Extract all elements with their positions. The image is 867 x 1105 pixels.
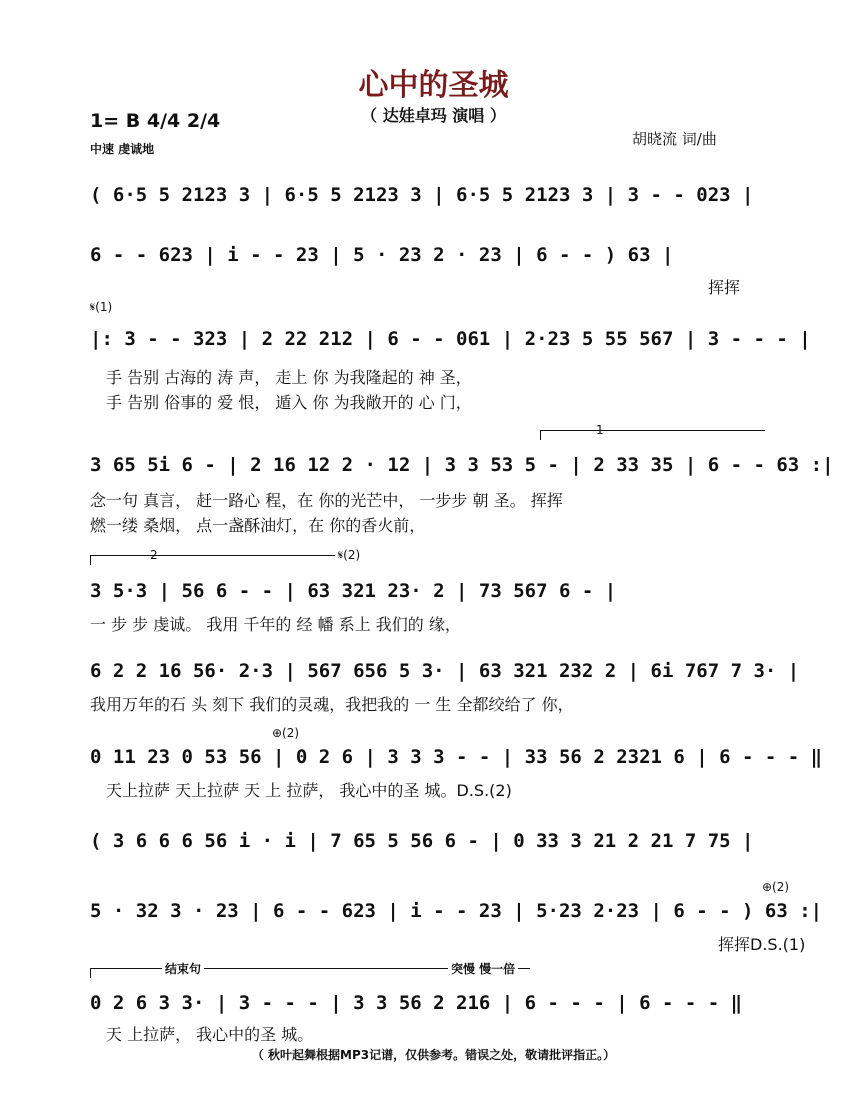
lyric-row-9: 挥挥D.S.(1) bbox=[718, 935, 806, 954]
volta-bracket-2 bbox=[90, 555, 335, 556]
segno-mark-2: 𝄋(2) bbox=[338, 548, 361, 562]
score-row-1: ( 6·5 5 2123 3 | 6·5 5 2123 3 | 6·5 5 2123 3 | 3 - - 023 | bbox=[90, 184, 754, 206]
volta-number-1: 1 bbox=[596, 423, 604, 437]
score-row-7: 0 11 23 0 53 56 | 0 2 6 | 3 3 3 - - | 33 56 2 2321 6 | 6 - - - ‖ bbox=[90, 746, 823, 768]
song-title: 心中的圣城 bbox=[358, 68, 509, 103]
ending-label: 结束句 bbox=[162, 960, 204, 977]
volta-tick-2 bbox=[90, 555, 91, 565]
score-row-10: 0 2 6 3 3· | 3 - - - | 3 3 56 2 216 | 6 - - - | 6 - - - ‖ bbox=[90, 992, 743, 1014]
lyric-row-3a: 手 告别 古海的 涛 声， 走上 你 为我隆起的 神 圣， bbox=[106, 368, 472, 387]
tempo-change-label: 突慢 慢一倍 bbox=[448, 960, 518, 977]
score-row-9: 5 · 32 3 · 23 | 6 - - 623 | i - - 23 | 5·23 2·23 | 6 - - ) 63 :| bbox=[90, 900, 823, 922]
lyric-row-4b: 燃一缕 桑烟， 点一盏酥油灯，在 你的香火前， bbox=[90, 516, 426, 535]
volta-number-2: 2 bbox=[150, 548, 158, 562]
volta-tick-1 bbox=[540, 430, 541, 440]
score-row-8: ( 3 6 6 6 56 i · i | 7 65 5 56 6 - | 0 33 3 21 2 21 7 75 | bbox=[90, 830, 754, 852]
score-row-4: 3 65 5i 6 - | 2 16 12 2 · 12 | 3 3 53 5 - | 2 33 35 | 6 - - 63 :| bbox=[90, 454, 834, 476]
lyric-row-10: 天 上拉萨， 我心中的圣 城。 bbox=[106, 1025, 314, 1044]
author-credit: 胡晓流 词/曲 bbox=[632, 130, 717, 148]
footer-note: （ 秋叶起舞根据MP3记谱，仅供参考。错误之处，敬请批评指正。） bbox=[251, 1048, 616, 1062]
tempo-marking: 中速 虔诚地 bbox=[90, 142, 155, 156]
lyric-row-6: 我用万年的石 头 刻下 我们的灵魂，我把我的 一 生 全都绞给了 你， bbox=[90, 695, 574, 714]
volta-bracket-1 bbox=[540, 430, 765, 431]
song-subtitle: （ 达娃卓玛 演唱 ） bbox=[361, 106, 506, 125]
ending-tick bbox=[90, 968, 91, 978]
score-row-6: 6 2 2 16 56· 2·3 | 567 656 5 3· | 63 321 232 2 | 6i 767 7 3· | bbox=[90, 660, 800, 682]
score-row-2: 6 - - 623 | i - - 23 | 5 · 23 2 · 23 | 6 - - ) 63 | bbox=[90, 244, 674, 266]
lyric-row-5: 一 步 步 虔诚。 我用 千年的 经 幡 系上 我们的 缘， bbox=[90, 615, 461, 634]
key-signature: 1= B 4/4 2/4 bbox=[90, 110, 221, 132]
lyric-row-2: 挥挥 bbox=[708, 278, 741, 297]
score-row-5: 3 5·3 | 56 6 - - | 63 321 23· 2 | 73 567 6 - | bbox=[90, 580, 617, 602]
score-row-3: |: 3 - - 323 | 2 22 212 | 6 - - 061 | 2·23 5 55 567 | 3 - - - | bbox=[90, 328, 811, 350]
coda-mark-2: ⊕(2) bbox=[762, 880, 790, 894]
lyric-row-3b: 手 告别 俗事的 爱 恨， 遁入 你 为我敞开的 心 门， bbox=[106, 393, 472, 412]
segno-mark-1: 𝄋(1) bbox=[90, 300, 113, 314]
lyric-row-4a: 念一句 真言， 赶一路心 程，在 你的光芒中， 一步步 朝 圣。 挥挥 bbox=[90, 491, 563, 510]
lyric-row-7: 天上拉萨 天上拉萨 天 上 拉萨， 我心中的圣 城。D.S.(2) bbox=[106, 781, 512, 800]
coda-mark-1: ⊕(2) bbox=[272, 726, 300, 740]
